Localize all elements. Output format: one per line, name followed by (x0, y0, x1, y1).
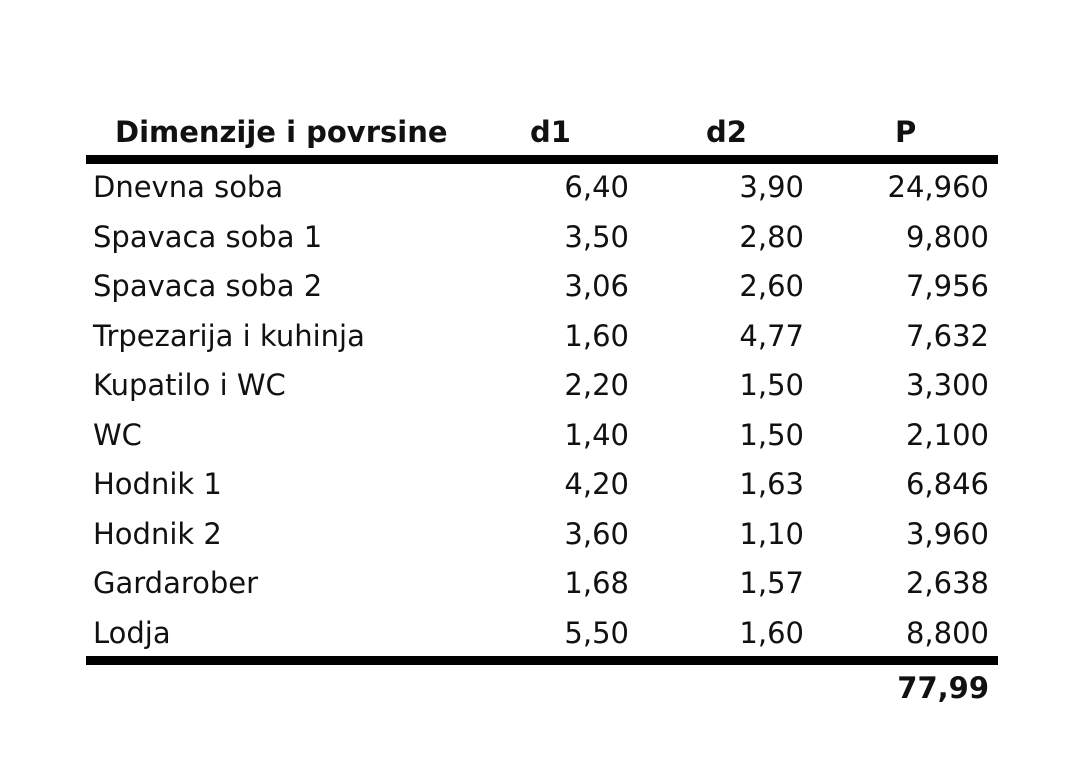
room-name: Hodnik 2 (93, 516, 222, 551)
table-row (0, 313, 1080, 363)
room-name: Spavaca soba 1 (93, 219, 323, 254)
header-d1: d1 (530, 115, 571, 149)
d2-value: 1,50 (739, 417, 804, 452)
room-name: Kupatilo i WC (93, 368, 286, 402)
area-value: 2,100 (905, 417, 989, 452)
room-name: WC (93, 417, 142, 452)
d1-value: 6,40 (564, 170, 629, 204)
table-row (0, 412, 1080, 462)
table-row (0, 362, 1080, 412)
d2-value: 4,77 (739, 318, 804, 353)
table-row (0, 164, 1080, 214)
area-value: 3,300 (905, 368, 989, 402)
header-d2: d2 (706, 115, 747, 149)
area-value: 6,846 (905, 467, 989, 501)
total-area: 77,99 (897, 671, 989, 705)
room-name: Gardarober (93, 566, 259, 600)
total-rule (86, 656, 998, 665)
d2-value: 1,57 (739, 566, 804, 600)
d2-value: 1,60 (739, 615, 804, 650)
area-value: 8,800 (905, 615, 989, 650)
d1-value: 3,06 (564, 269, 629, 303)
d2-value: 1,10 (739, 516, 804, 551)
d1-value: 1,40 (564, 417, 629, 452)
d2-value: 1,50 (739, 368, 804, 402)
d1-value: 4,20 (564, 467, 629, 501)
area-value: 9,800 (905, 219, 989, 254)
room-name: Lodja (93, 615, 171, 650)
header-p: P (895, 115, 917, 149)
area-value: 3,960 (905, 516, 989, 551)
table-row (0, 560, 1080, 610)
table-row (0, 263, 1080, 313)
d2-value: 1,63 (739, 467, 804, 501)
d1-value: 3,50 (564, 219, 629, 254)
d2-value: 2,80 (739, 219, 804, 254)
area-value: 7,632 (905, 318, 989, 353)
d1-value: 5,50 (564, 615, 629, 650)
room-name: Spavaca soba 2 (93, 269, 323, 303)
d1-value: 2,20 (564, 368, 629, 402)
area-value: 7,956 (905, 269, 989, 303)
room-name: Trpezarija i kuhinja (93, 318, 365, 353)
table-row (0, 610, 1080, 660)
d2-value: 3,90 (739, 170, 804, 204)
d1-value: 3,60 (564, 516, 629, 551)
d1-value: 1,68 (564, 566, 629, 600)
table-row (0, 461, 1080, 511)
room-name: Hodnik 1 (93, 467, 222, 501)
area-value: 2,638 (905, 566, 989, 600)
room-name: Dnevna soba (93, 170, 284, 204)
table-body (0, 164, 1080, 659)
header-dimensions: Dimenzije i povrsine (115, 115, 448, 149)
d2-value: 2,60 (739, 269, 804, 303)
d1-value: 1,60 (564, 318, 629, 353)
area-value: 24,960 (887, 170, 989, 204)
table-row (0, 214, 1080, 264)
header-rule (86, 155, 998, 164)
table-row (0, 511, 1080, 561)
